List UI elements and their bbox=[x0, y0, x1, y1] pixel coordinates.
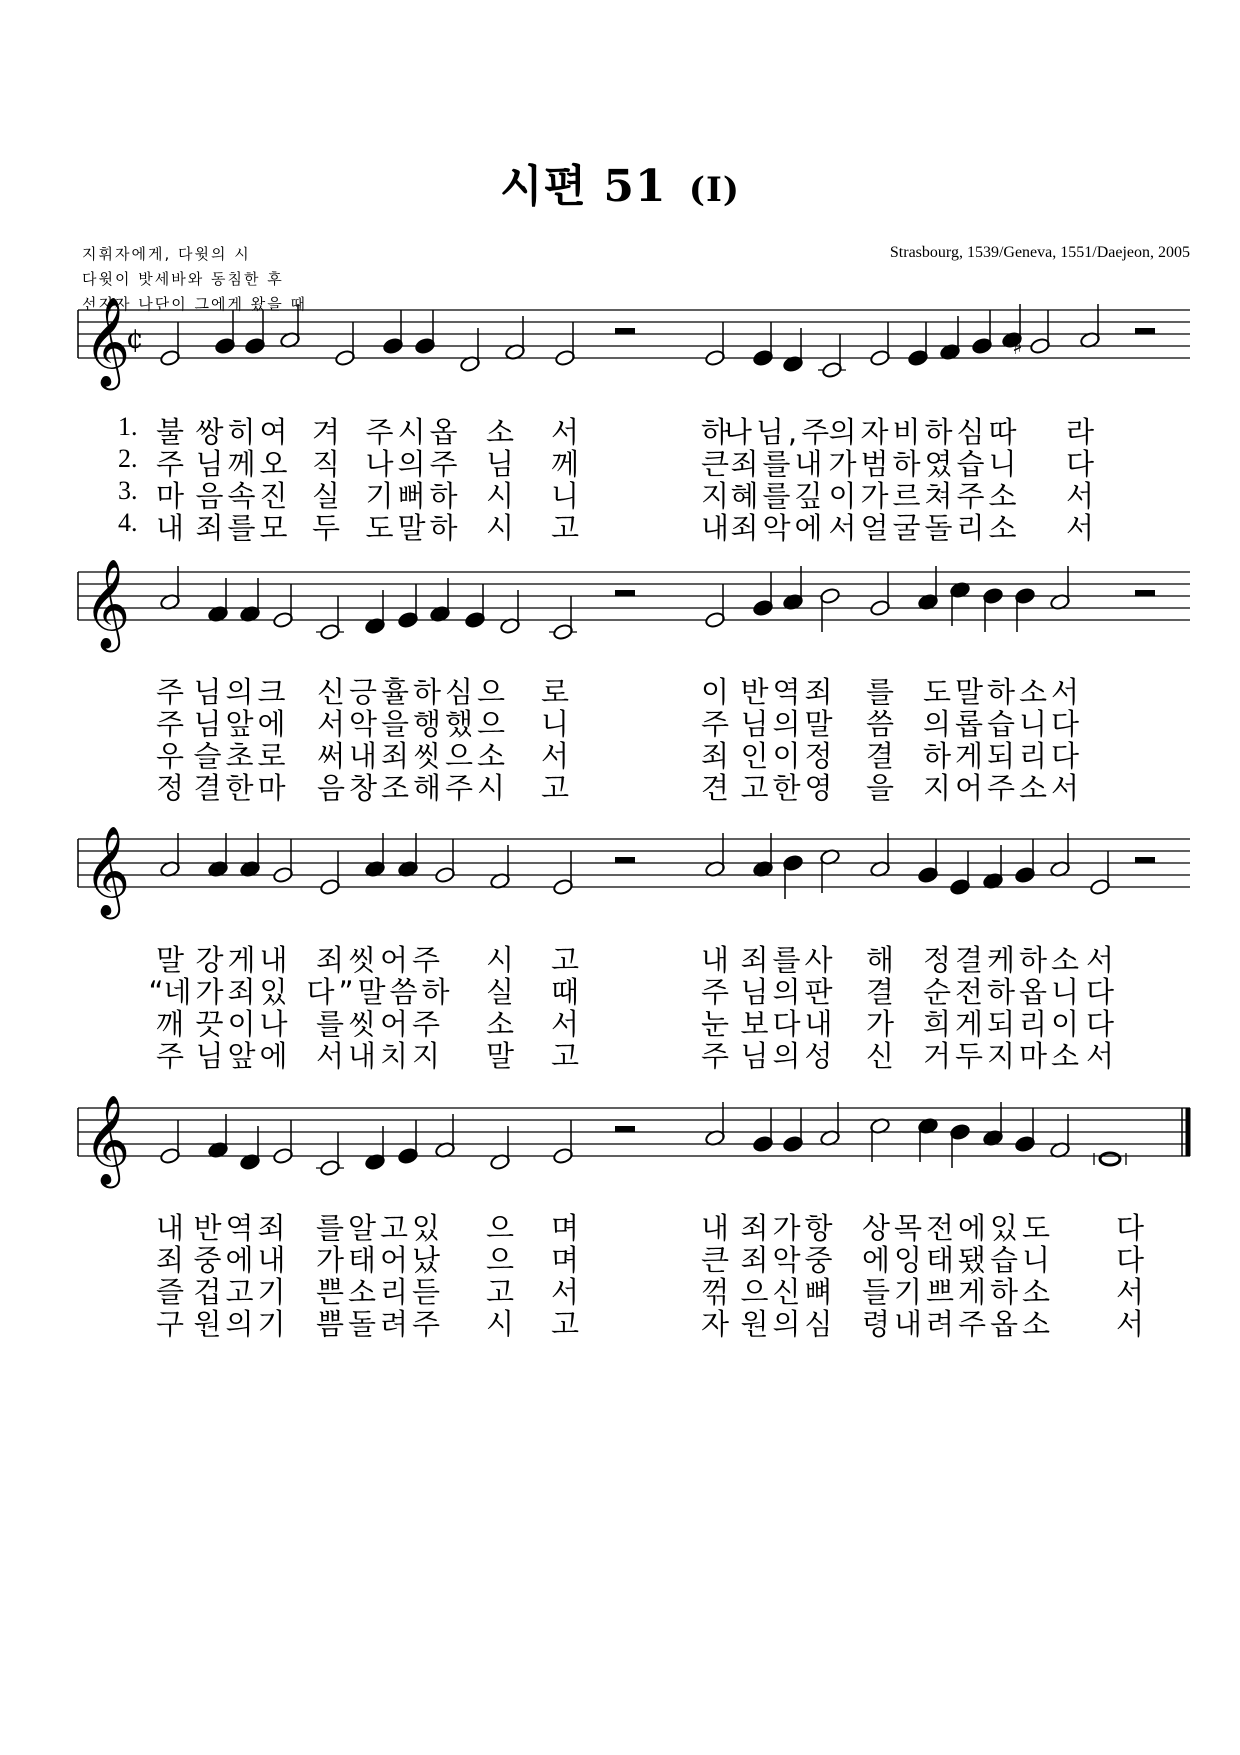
lyric-word: 자 bbox=[700, 1307, 730, 1341]
lyric-word: 나님,주 bbox=[723, 415, 834, 449]
lyric-word: 다 bbox=[1085, 1007, 1115, 1041]
half-rest bbox=[615, 590, 635, 596]
lyric-word: 죄씻어주 bbox=[315, 943, 445, 977]
lyric-word: 도말하소서 bbox=[922, 675, 1084, 709]
lyric-word: 하게되리다 bbox=[922, 739, 1084, 773]
lyric-word: 원의기 bbox=[193, 1307, 290, 1341]
lyric-word: 죄가항 bbox=[740, 1211, 837, 1245]
lyric-word: 고 bbox=[550, 511, 580, 545]
lyric-word: 결한마 bbox=[193, 771, 290, 805]
treble-clef-icon: 𝄞 bbox=[84, 1095, 131, 1185]
lyric-word: 고 bbox=[485, 1275, 515, 1309]
lyric-word: 님 bbox=[485, 447, 515, 481]
lyric-word: 소 bbox=[485, 1007, 515, 1041]
lyric-word: 구 bbox=[155, 1307, 185, 1341]
lyric-word: 큰 bbox=[700, 447, 730, 481]
lyric-word: 희게되리이 bbox=[922, 1007, 1084, 1041]
verse-number: 2. bbox=[118, 444, 138, 473]
lyric-word: 씀 bbox=[865, 707, 895, 741]
lyric-word: 주 bbox=[700, 1039, 730, 1073]
lyric-word: 가태어났 bbox=[315, 1243, 445, 1277]
title-sub: (I) bbox=[688, 170, 740, 210]
lyric-word: 을 bbox=[865, 771, 895, 805]
half-rest bbox=[615, 1126, 635, 1132]
lyric-word: 시 bbox=[485, 943, 515, 977]
lyric-word: 를 bbox=[865, 675, 895, 709]
lyric-word: 결 bbox=[865, 975, 895, 1009]
lyric-word: 님의판 bbox=[740, 975, 837, 1009]
half-rest bbox=[615, 328, 635, 334]
lyric-line bbox=[0, 1238, 1240, 1277]
superscription-line: 지휘자에게, 다윗의 시 bbox=[82, 245, 251, 263]
lyric-word: 고 bbox=[550, 1307, 580, 1341]
tune-source: Strasbourg, 1539/Geneva, 1551/Daejeon, 2005 bbox=[889, 244, 1190, 261]
lyric-line bbox=[0, 702, 1240, 741]
lyric-word: 라 bbox=[1065, 415, 1095, 449]
lyric-word: 가 bbox=[865, 1007, 895, 1041]
lyric-word: 주 bbox=[155, 447, 185, 481]
lyric-word: 깨 bbox=[155, 1007, 185, 1041]
lyric-line bbox=[0, 1302, 1240, 1341]
treble-clef-icon: 𝄞 bbox=[84, 826, 131, 916]
lyric-word: 쁜소리듣 bbox=[315, 1275, 445, 1309]
lyric-word: 주 bbox=[155, 1039, 185, 1073]
lyric-word: 마 bbox=[155, 479, 185, 513]
verse-number: 1. bbox=[118, 412, 138, 441]
lyric-word: 음창조해주시 bbox=[316, 771, 510, 805]
lyric-word: 의자비하심따 bbox=[828, 415, 1021, 449]
lyric-word: 소 bbox=[485, 415, 515, 449]
lyric-word: 의롭습니다 bbox=[922, 707, 1084, 741]
lyric-word: 말 bbox=[485, 1039, 515, 1073]
lyric-word: 시 bbox=[485, 1307, 515, 1341]
title-main: 시편 51 bbox=[500, 161, 667, 212]
lyric-word: 때 bbox=[550, 975, 580, 1009]
lyric-word: 반역죄 bbox=[740, 675, 837, 709]
lyric-word: 하 bbox=[700, 415, 730, 449]
lyric-line bbox=[0, 970, 1240, 1009]
lyric-word: 해 bbox=[865, 943, 895, 977]
lyric-line bbox=[0, 1270, 1240, 1309]
lyric-line bbox=[0, 506, 1240, 545]
lyric-word: 강게내 bbox=[195, 943, 292, 977]
lyric-word: 님의말 bbox=[740, 707, 837, 741]
superscription-line: 다윗이 밧세바와 동침한 후 bbox=[82, 270, 284, 288]
lyric-word: 이 bbox=[700, 675, 730, 709]
lyric-word: 지 bbox=[700, 479, 730, 513]
superscription-line: 선지자 나단이 그에게 왔을 때 bbox=[82, 295, 307, 313]
lyric-word: 중에내 bbox=[193, 1243, 290, 1277]
lyric-word: 서악을행했으 bbox=[316, 707, 510, 741]
lyric-word: 다 bbox=[1115, 1211, 1145, 1245]
lyric-word: 며 bbox=[550, 1211, 580, 1245]
lyric-word: 죄를내 bbox=[730, 447, 827, 481]
lyric-word: 지어주소서 bbox=[922, 771, 1084, 805]
lyric-word: 상목전에있도 bbox=[861, 1211, 1055, 1245]
lyric-word: 정결케하소 bbox=[922, 943, 1084, 977]
lyric-word: 서 bbox=[550, 1007, 580, 1041]
lyric-word: 서 bbox=[1115, 1307, 1145, 1341]
lyric-word: 서 bbox=[540, 739, 570, 773]
lyric-word: 내 bbox=[700, 1211, 730, 1245]
treble-clef-icon: 𝄞 bbox=[84, 297, 131, 387]
half-rest bbox=[1135, 328, 1155, 334]
lyric-word: 서내치지 bbox=[315, 1039, 445, 1073]
lyric-word: 를씻어주 bbox=[315, 1007, 445, 1041]
lyric-word: 서얼굴돌리소 bbox=[828, 511, 1021, 545]
lyric-word: 두 bbox=[311, 511, 341, 545]
lyric-word: 내 bbox=[700, 943, 730, 977]
lyric-word: 결 bbox=[865, 739, 895, 773]
lyric-word: 불 bbox=[155, 415, 185, 449]
treble-clef-icon: 𝄞 bbox=[84, 559, 131, 649]
lyric-line bbox=[0, 1002, 1240, 1041]
lyric-word: 고 bbox=[540, 771, 570, 805]
lyric-word: 쌍히여 bbox=[195, 415, 292, 449]
lyric-word: 님의성 bbox=[740, 1039, 837, 1073]
lyric-word: 겨 bbox=[311, 415, 341, 449]
verse-number: 4. bbox=[118, 508, 138, 537]
lyric-line bbox=[0, 938, 1240, 977]
lyric-word: 견 bbox=[700, 771, 730, 805]
lyric-word: 시 bbox=[485, 479, 515, 513]
lyric-word: 고 bbox=[550, 1039, 580, 1073]
lyric-word: 님의크 bbox=[193, 675, 290, 709]
lyric-word: 고 bbox=[550, 943, 580, 977]
whole-note bbox=[1100, 1153, 1120, 1165]
lyric-word: 원의심 bbox=[740, 1307, 837, 1341]
lyric-line bbox=[0, 410, 1240, 449]
lyric-word: 서 bbox=[550, 1275, 580, 1309]
lyric-word: 정 bbox=[155, 771, 185, 805]
lyric-word: 겁고기 bbox=[193, 1275, 290, 1309]
half-rest bbox=[615, 857, 635, 863]
lyric-word: 내 bbox=[155, 1211, 185, 1245]
lyric-word: 기뻐하 bbox=[365, 479, 462, 513]
lyric-word: 로 bbox=[540, 675, 570, 709]
lyric-word: 님앞에 bbox=[193, 707, 290, 741]
lyric-word: 서 bbox=[1065, 511, 1095, 545]
lyric-word: 며 bbox=[550, 1243, 580, 1277]
lyric-word: 서 bbox=[1065, 479, 1095, 513]
sharp-icon: ♯ bbox=[1012, 335, 1023, 360]
cut-time-icon: ¢ bbox=[126, 322, 144, 355]
half-rest bbox=[1135, 590, 1155, 596]
lyric-word: 내 bbox=[700, 511, 730, 545]
lyric-word: “네 bbox=[148, 975, 192, 1009]
lyric-word: 죄 bbox=[700, 739, 730, 773]
verse-number: 3. bbox=[118, 476, 138, 505]
lyric-word: 다 bbox=[1115, 1243, 1145, 1277]
lyric-word: 주 bbox=[155, 707, 185, 741]
lyric-word: 서 bbox=[1085, 1039, 1115, 1073]
lyric-word: 음속진 bbox=[195, 479, 292, 513]
lyric-word: 에잉태됐습니 bbox=[861, 1243, 1055, 1277]
lyric-word: 죄를모 bbox=[195, 511, 292, 545]
lyric-word: 죄를사 bbox=[740, 943, 837, 977]
lyric-word: 내 bbox=[155, 511, 185, 545]
lyric-word: 주 bbox=[700, 707, 730, 741]
lyric-word: 니 bbox=[550, 479, 580, 513]
lyric-word: 고한영 bbox=[740, 771, 837, 805]
lyric-word: 혜를깊 bbox=[730, 479, 827, 513]
lyric-word: 실 bbox=[311, 479, 341, 513]
lyric-word: 인이정 bbox=[740, 739, 837, 773]
lyric-word: 쁨돌려주 bbox=[315, 1307, 445, 1341]
lyric-word: 주 bbox=[155, 675, 185, 709]
lyric-word: 즐 bbox=[155, 1275, 185, 1309]
lyric-word: 순전하옵니 bbox=[922, 975, 1084, 1009]
lyric-line bbox=[0, 474, 1240, 513]
lyric-word: 우 bbox=[155, 739, 185, 773]
lyric-line bbox=[0, 670, 1240, 709]
lyric-word: 주 bbox=[700, 975, 730, 1009]
lyric-word: 이가르쳐주소 bbox=[828, 479, 1021, 513]
lyric-word: 님앞에 bbox=[195, 1039, 292, 1073]
lyric-word: 를알고있 bbox=[315, 1211, 445, 1245]
lyric-word: 죄악중 bbox=[740, 1243, 837, 1277]
lyric-word: 끗이나 bbox=[195, 1007, 292, 1041]
lyric-line bbox=[0, 442, 1240, 481]
lyric-word: 써내죄씻으소 bbox=[316, 739, 510, 773]
lyric-word: 다 bbox=[1085, 975, 1115, 1009]
lyric-word: 시 bbox=[485, 511, 515, 545]
lyric-word: 죄악에 bbox=[730, 511, 827, 545]
lyric-word: 주시옵 bbox=[365, 415, 462, 449]
lyric-word: 께 bbox=[550, 447, 580, 481]
lyric-word: 거두지마소 bbox=[922, 1039, 1084, 1073]
lyric-line bbox=[0, 766, 1240, 805]
lyric-word: 신긍휼하심으 bbox=[316, 675, 510, 709]
half-rest bbox=[1135, 857, 1155, 863]
lyric-word: 다 bbox=[1065, 447, 1095, 481]
lyric-word: 다”말씀하 bbox=[306, 975, 454, 1009]
lyric-word: 눈 bbox=[700, 1007, 730, 1041]
lyric-word: 슬초로 bbox=[193, 739, 290, 773]
lyric-word: 들기쁘게하소 bbox=[861, 1275, 1055, 1309]
lyric-word: 니 bbox=[540, 707, 570, 741]
lyric-word: 으신뼈 bbox=[740, 1275, 837, 1309]
lyric-word: 가죄있 bbox=[195, 975, 292, 1009]
lyric-word: 령내려주옵소 bbox=[861, 1307, 1055, 1341]
lyric-word: 말 bbox=[155, 943, 185, 977]
lyric-word: 반역죄 bbox=[193, 1211, 290, 1245]
lyric-word: 직 bbox=[311, 447, 341, 481]
lyric-line bbox=[0, 734, 1240, 773]
lyric-word: 꺾 bbox=[700, 1275, 730, 1309]
lyric-word: 신 bbox=[865, 1039, 895, 1073]
lyric-word: 으 bbox=[485, 1211, 515, 1245]
lyric-word: 으 bbox=[485, 1243, 515, 1277]
lyric-line bbox=[0, 1206, 1240, 1245]
lyric-word: 도말하 bbox=[365, 511, 462, 545]
lyric-word: 서 bbox=[1085, 943, 1115, 977]
lyric-word: 실 bbox=[485, 975, 515, 1009]
lyric-word: 큰 bbox=[700, 1243, 730, 1277]
lyric-word: 서 bbox=[550, 415, 580, 449]
lyric-word: 보다내 bbox=[740, 1007, 837, 1041]
lyric-word: 님께오 bbox=[195, 447, 292, 481]
lyric-word: 서 bbox=[1115, 1275, 1145, 1309]
lyric-word: 나의주 bbox=[365, 447, 462, 481]
lyric-line bbox=[0, 1034, 1240, 1073]
lyric-word: 죄 bbox=[155, 1243, 185, 1277]
lyric-word: 가범하였습니 bbox=[828, 447, 1021, 481]
